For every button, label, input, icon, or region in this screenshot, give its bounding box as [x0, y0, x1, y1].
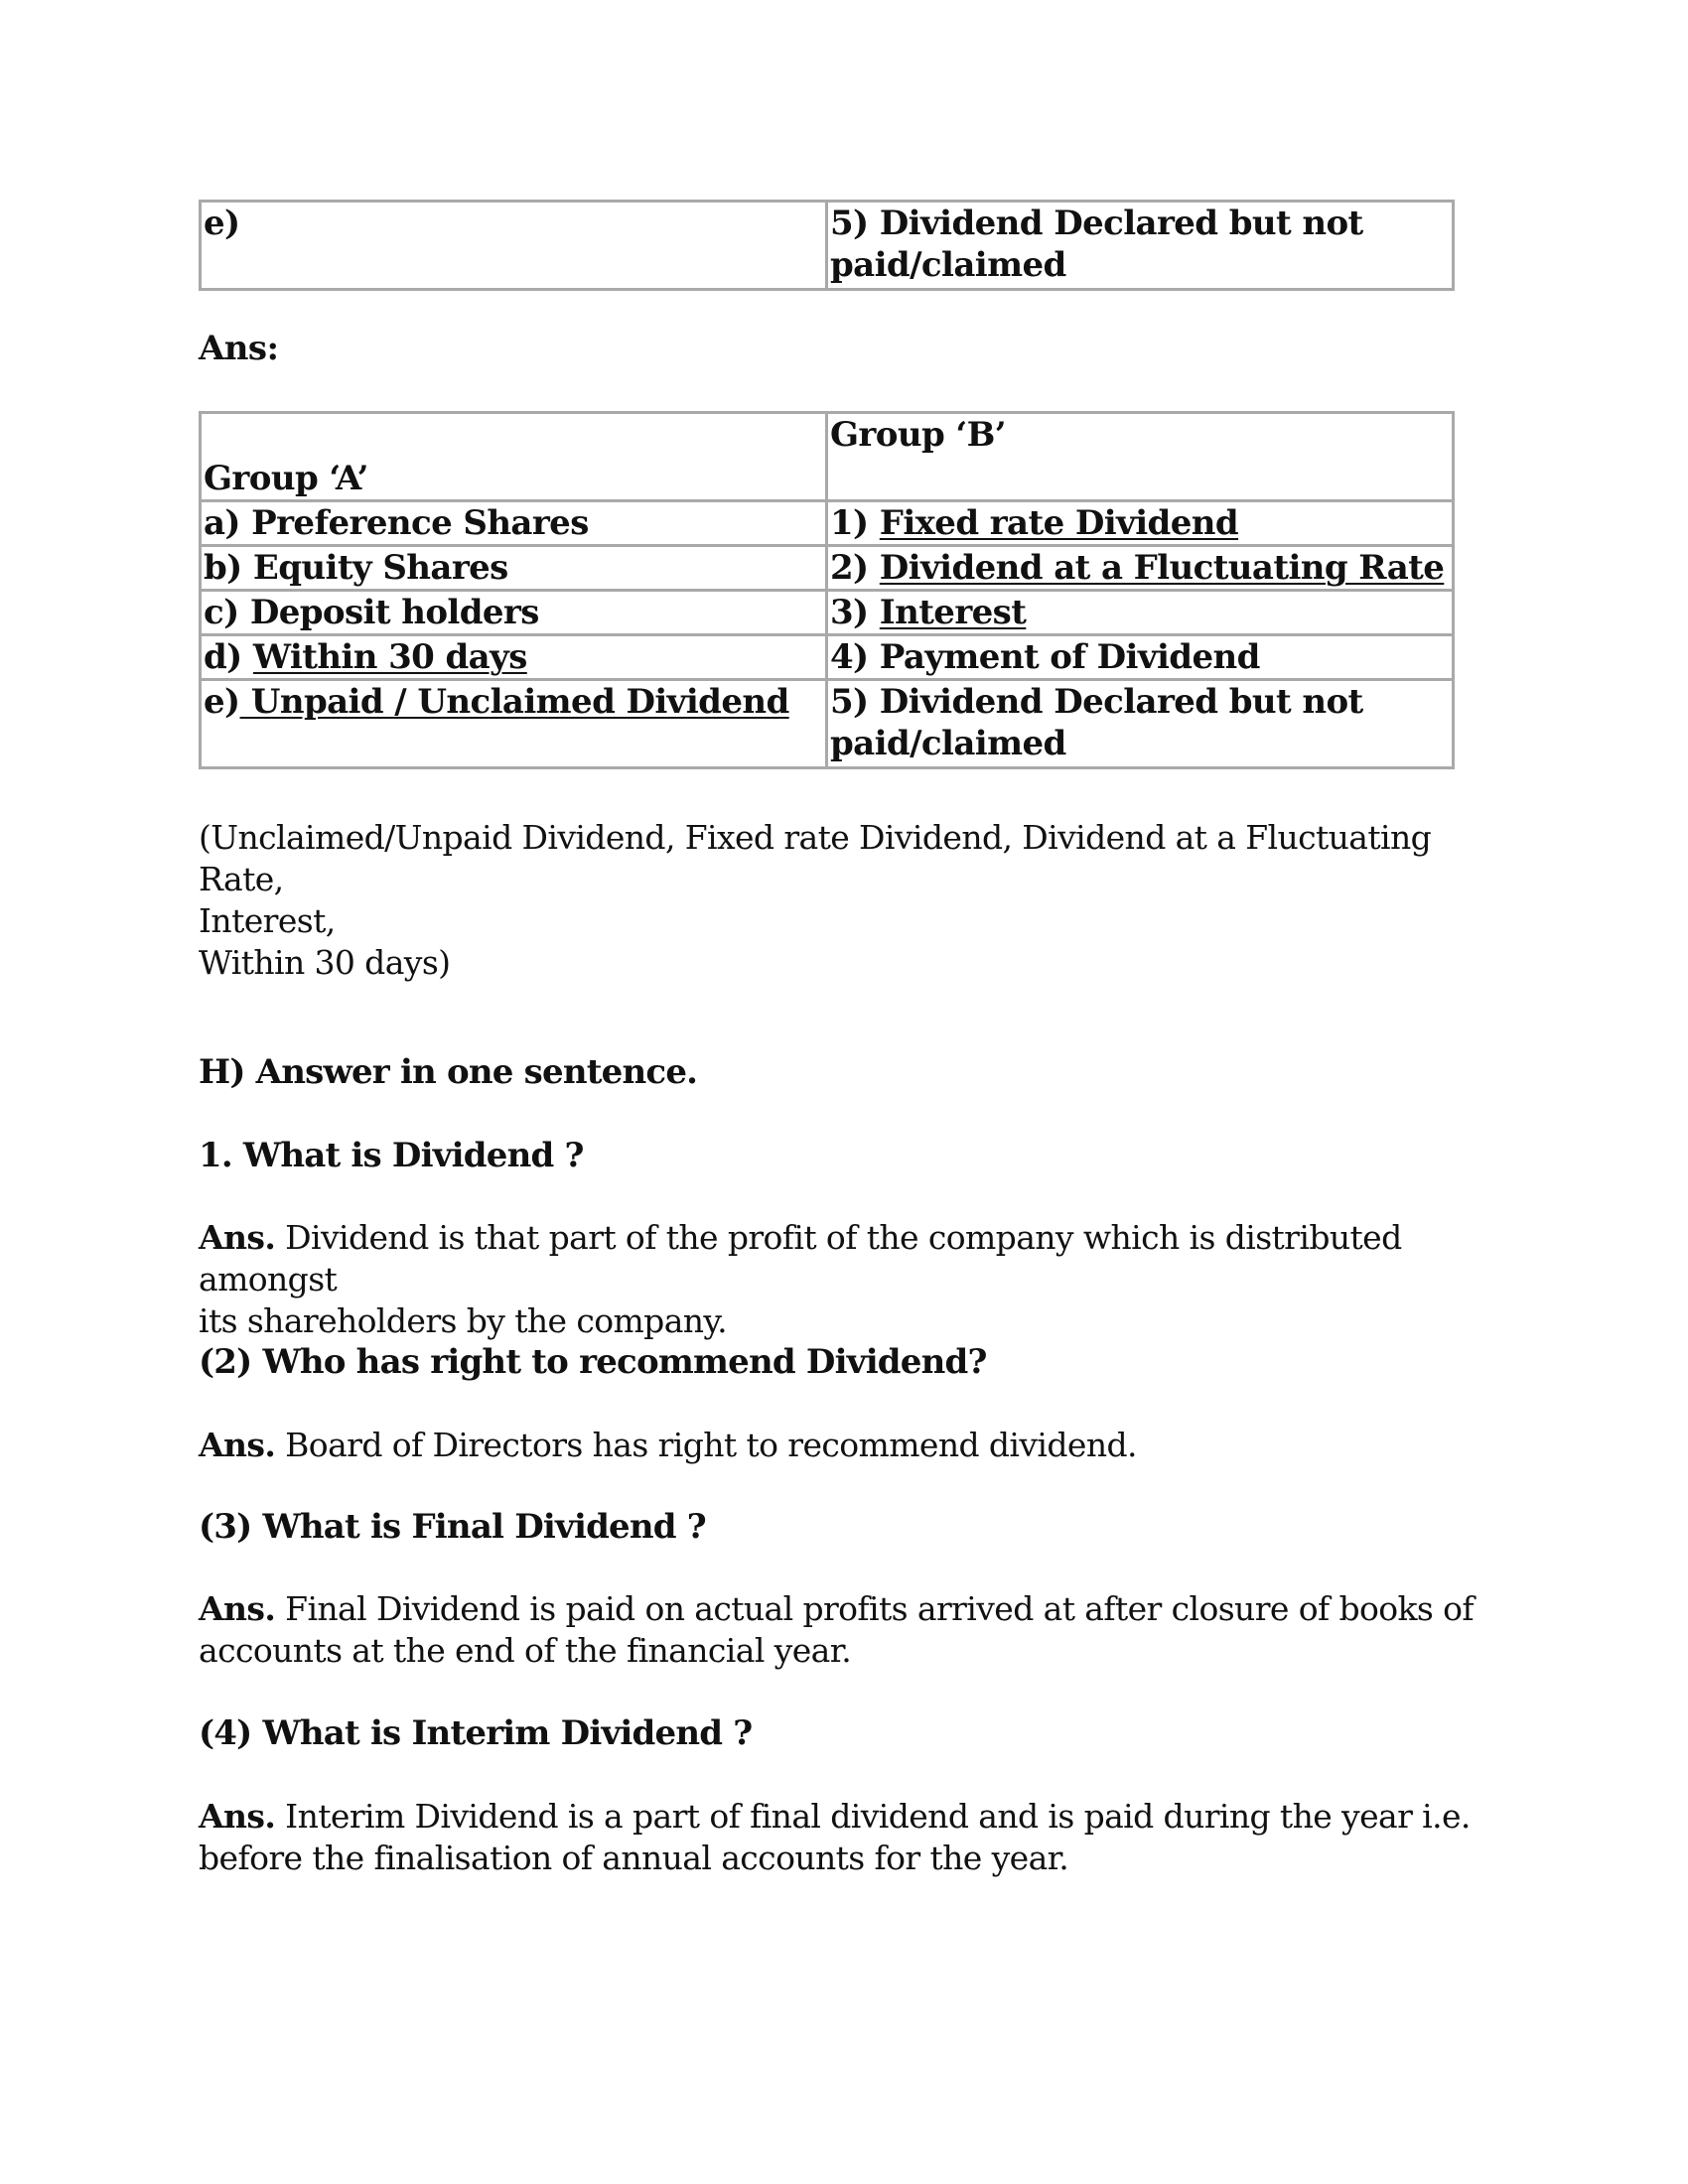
group-b-cell: 1) Fixed rate Dividend — [827, 501, 1454, 546]
section-heading: H) Answer in one sentence. — [199, 1052, 698, 1092]
answer-options-hint: (Unclaimed/Unpaid Dividend, Fixed rate Dividend, Dividend at a Fluctuating Rate, Interest, Within 30 days) — [199, 818, 1432, 982]
group-b-header: Group ‘B’ — [827, 413, 1454, 501]
table-row — [201, 635, 1454, 680]
table-row — [201, 591, 1454, 635]
question-4: (4) What is Interim Dividend ? — [199, 1713, 753, 1753]
underlined-answer: Dividend at a Fluctuating Rate — [879, 548, 1445, 588]
underlined-answer: Fixed rate Dividend — [879, 503, 1239, 543]
group-a-cell: c) Deposit holders — [201, 591, 827, 635]
question-3: (3) What is Final Dividend ? — [199, 1507, 706, 1547]
group-b-cell: 5) Dividend Declared but not paid/claimed — [827, 202, 1454, 290]
answer-label: Ans: — [199, 329, 279, 368]
previous-match-table-fragment — [199, 200, 1455, 291]
group-a-cell: b) Equity Shares — [201, 546, 827, 591]
table-row — [201, 680, 1454, 768]
group-a-header: Group ‘A’ — [201, 413, 827, 501]
group-b-cell: 2) Dividend at a Fluctuating Rate — [827, 546, 1454, 591]
answer-2: Ans. Board of Directors has right to recommend dividend. — [199, 1426, 1137, 1464]
group-b-cell: 3) Interest — [827, 591, 1454, 635]
answer-4: Ans. Interim Dividend is a part of final dividend and is paid during the year i.e. before the finalisation of annual accounts for the year. — [199, 1797, 1471, 1877]
underlined-answer: Within 30 days — [252, 637, 527, 677]
match-the-pairs-table — [199, 411, 1455, 769]
group-a-cell: a) Preference Shares — [201, 501, 827, 546]
group-a-cell: e) — [201, 202, 827, 290]
underlined-answer: Interest — [879, 593, 1027, 632]
table-row — [201, 546, 1454, 591]
group-a-cell: d) Within 30 days — [201, 635, 827, 680]
group-b-cell: 4) Payment of Dividend — [827, 635, 1454, 680]
question-2: (2) Who has right to recommend Dividend? — [199, 1342, 987, 1382]
table-header-row — [201, 413, 1454, 501]
group-a-cell: e) Unpaid / Unclaimed Dividend — [201, 680, 827, 768]
underlined-answer: Unpaid / Unclaimed Dividend — [239, 682, 789, 722]
table-row — [201, 202, 1454, 290]
answer-3: Ans. Final Dividend is paid on actual profits arrived at after closure of books of accounts at the end of the financial year. — [199, 1589, 1475, 1670]
answer-1: Ans. Dividend is that part of the profit of the company which is distributed amongst its shareholders by the company. — [199, 1218, 1402, 1340]
question-1: 1. What is Dividend ? — [199, 1136, 584, 1175]
table-row — [201, 501, 1454, 546]
group-b-cell: 5) Dividend Declared but not paid/claimed — [827, 680, 1454, 768]
